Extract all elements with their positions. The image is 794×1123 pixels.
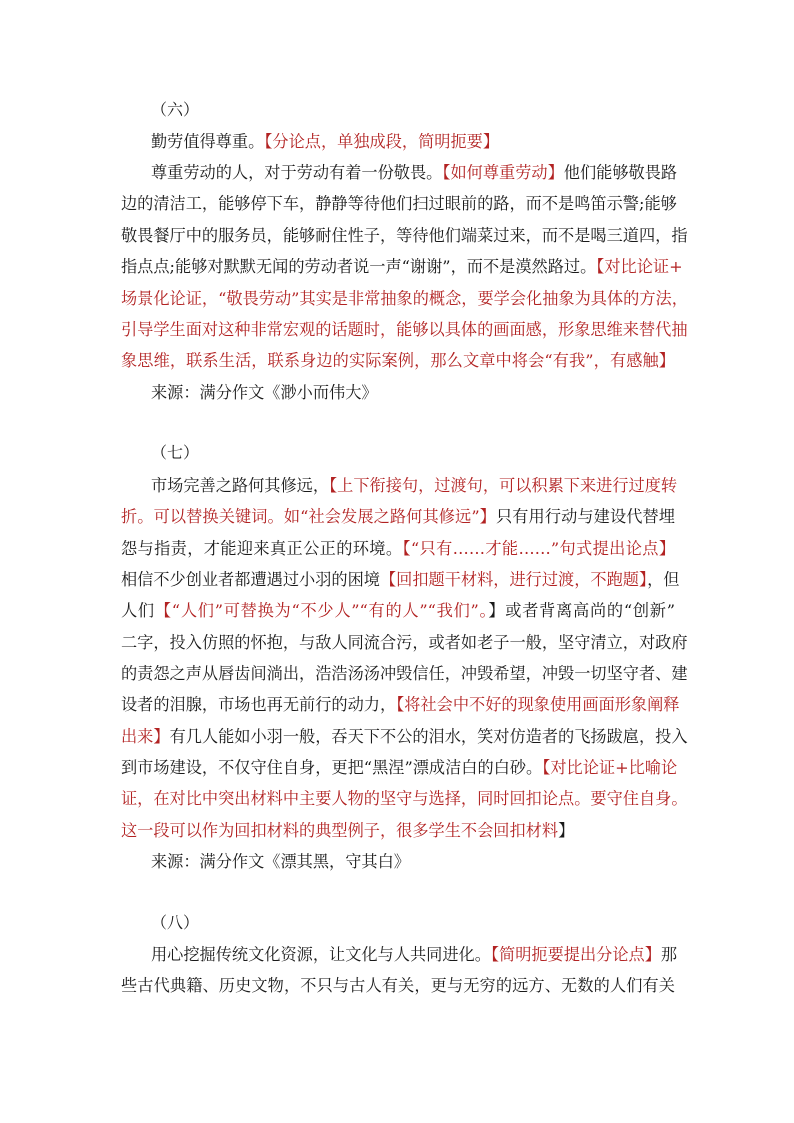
text-run: 他们能够敬畏路 <box>563 163 678 182</box>
text-run: 二字，投入仿照的怀抱，与敌人同流合污，或者如老子一般，坚守清立，对政府 <box>121 633 688 652</box>
text-run: 指点点;能够对默默无闻的劳动者说一声“谢谢”，而不是漠然路过。 <box>121 257 597 276</box>
text-run: 来源：满分作文《渺小而伟大》 <box>151 383 378 402</box>
paragraph-line <box>151 162 678 184</box>
paragraph-line <box>121 820 675 842</box>
annotation-run: 这一段可以作为回扣材料的典型例子，很多学生不会回扣材料 <box>121 821 559 840</box>
text-run: 些古代典籍、历史文物，不只与古人有关，更与无穷的远方、无数的人们有关 <box>121 976 675 995</box>
text-run: 有几人能如小羽一般，吞天下不公的泪水，笑对仿造者的飞扬跋扈，投入 <box>169 727 688 746</box>
annotation-run: 【“只有……才能……”句式提出论点】 <box>402 539 676 558</box>
text-run: 那 <box>660 945 678 964</box>
paragraph-line <box>121 256 683 278</box>
text-run: 设者的泪腺，市场也再无前行的动力， <box>121 695 397 714</box>
paragraph-line <box>151 944 678 966</box>
paragraph-line <box>121 663 688 685</box>
annotation-run: 【上下衔接句，过渡句，可以积累下来进行过度转 <box>329 476 678 495</box>
text-run: 市场完善之路何其修远， <box>151 476 330 495</box>
paragraph-line <box>121 193 675 215</box>
paragraph-line <box>121 757 678 779</box>
text-run: 尊重劳动的人，对于劳动有着一份敬畏。 <box>151 163 443 182</box>
annotation-run: 场景化论证，“敬畏劳动”其实是非常抽象的概念，要学会化抽象为具体的方法， <box>121 289 688 308</box>
text-run: 到市场建设，不仅守住自身，更把“黑涅”漂成洁白的白砂。 <box>121 758 543 777</box>
paragraph-line <box>121 632 688 654</box>
text-run: 边的清洁工，能够停下车，静静等待他们扫过眼前的路，而不是鸣笛示警;能够 <box>121 194 677 213</box>
annotation-run: 【分论点，单独成段，简明扼要】 <box>264 132 500 151</box>
text-run: 】或者背离高尚的“创新” <box>488 601 675 620</box>
text-run: 用心挖掘传统文化资源，让文化与人共同进化。 <box>151 945 491 964</box>
source-line <box>151 851 675 873</box>
paragraph-line <box>151 131 675 153</box>
section-number: （八） <box>151 913 200 932</box>
text-run: 敬畏餐厅中的服务员，能够耐住性子，等待他们端菜过来，而不是喝三道四，指 <box>121 226 688 245</box>
text-run: 怨与指责，才能迎来真正公正的环境。 <box>121 539 403 558</box>
text-run: 相信不少创业者都遭遇过小羽的困境 <box>121 570 380 589</box>
annotation-run: 【“人们”可替换为“不少人”“有的人”“我们”。 <box>154 601 489 620</box>
section-number: （七） <box>151 443 200 462</box>
paragraph-line <box>121 319 688 341</box>
annotation-run: 【简明扼要提出分论点】 <box>490 945 661 964</box>
text-run: 人们 <box>121 601 155 620</box>
annotation-run: 引导学生面对这种非常宏观的话题时，能够以具体的画面感，形象思维来替代抽 <box>121 320 688 339</box>
annotation-run: 【回扣题干材料，进行过渡，不跑题】 <box>380 570 648 589</box>
text-run: 勤劳值得尊重。 <box>151 132 265 151</box>
annotation-run: 【将社会中不好的现象使用画面形象阐释 <box>396 695 680 714</box>
text-run: 只有用行动与建设代替埋 <box>495 507 675 526</box>
text-run: ，但 <box>647 570 680 589</box>
annotation-run: 象思维，联系生活，联系身边的实际案例，那么文章中将会“有我”，有感触】 <box>121 351 675 370</box>
annotation-run: 出来】 <box>121 727 170 746</box>
paragraph-line <box>121 538 675 560</box>
text-run: 】 <box>558 821 575 840</box>
paragraph-line <box>121 788 688 810</box>
section-number: （六） <box>151 100 200 119</box>
paragraph-line <box>121 225 688 247</box>
annotation-run: 【对比论证+比喻论 <box>542 758 678 777</box>
paragraph-line <box>121 288 688 310</box>
source-line <box>151 382 675 404</box>
paragraph-line <box>121 600 675 622</box>
annotation-run: 证，在对比中突出材料中主要人物的坚守与选择，同时回扣论点。要守住自身。 <box>121 789 688 808</box>
text-run: 来源：满分作文《漂其黑，守其白》 <box>151 852 410 871</box>
annotation-run: 折。可以替换关键词。如“社会发展之路何其修远”】 <box>121 507 496 526</box>
paragraph-line <box>121 726 688 748</box>
text-run: 的责怨之声从唇齿间淌出，浩浩汤汤冲毁信任，冲毁希望，冲毁一切坚守者、建 <box>121 664 688 683</box>
paragraph-line <box>121 569 680 591</box>
paragraph-line <box>121 350 675 372</box>
annotation-run: 【对比论证+ <box>596 257 683 276</box>
paragraph-line <box>151 475 678 497</box>
paragraph-line <box>121 506 675 528</box>
paragraph-line <box>121 975 675 997</box>
paragraph-line <box>121 694 680 716</box>
annotation-run: 【如何尊重劳动】 <box>442 163 564 182</box>
